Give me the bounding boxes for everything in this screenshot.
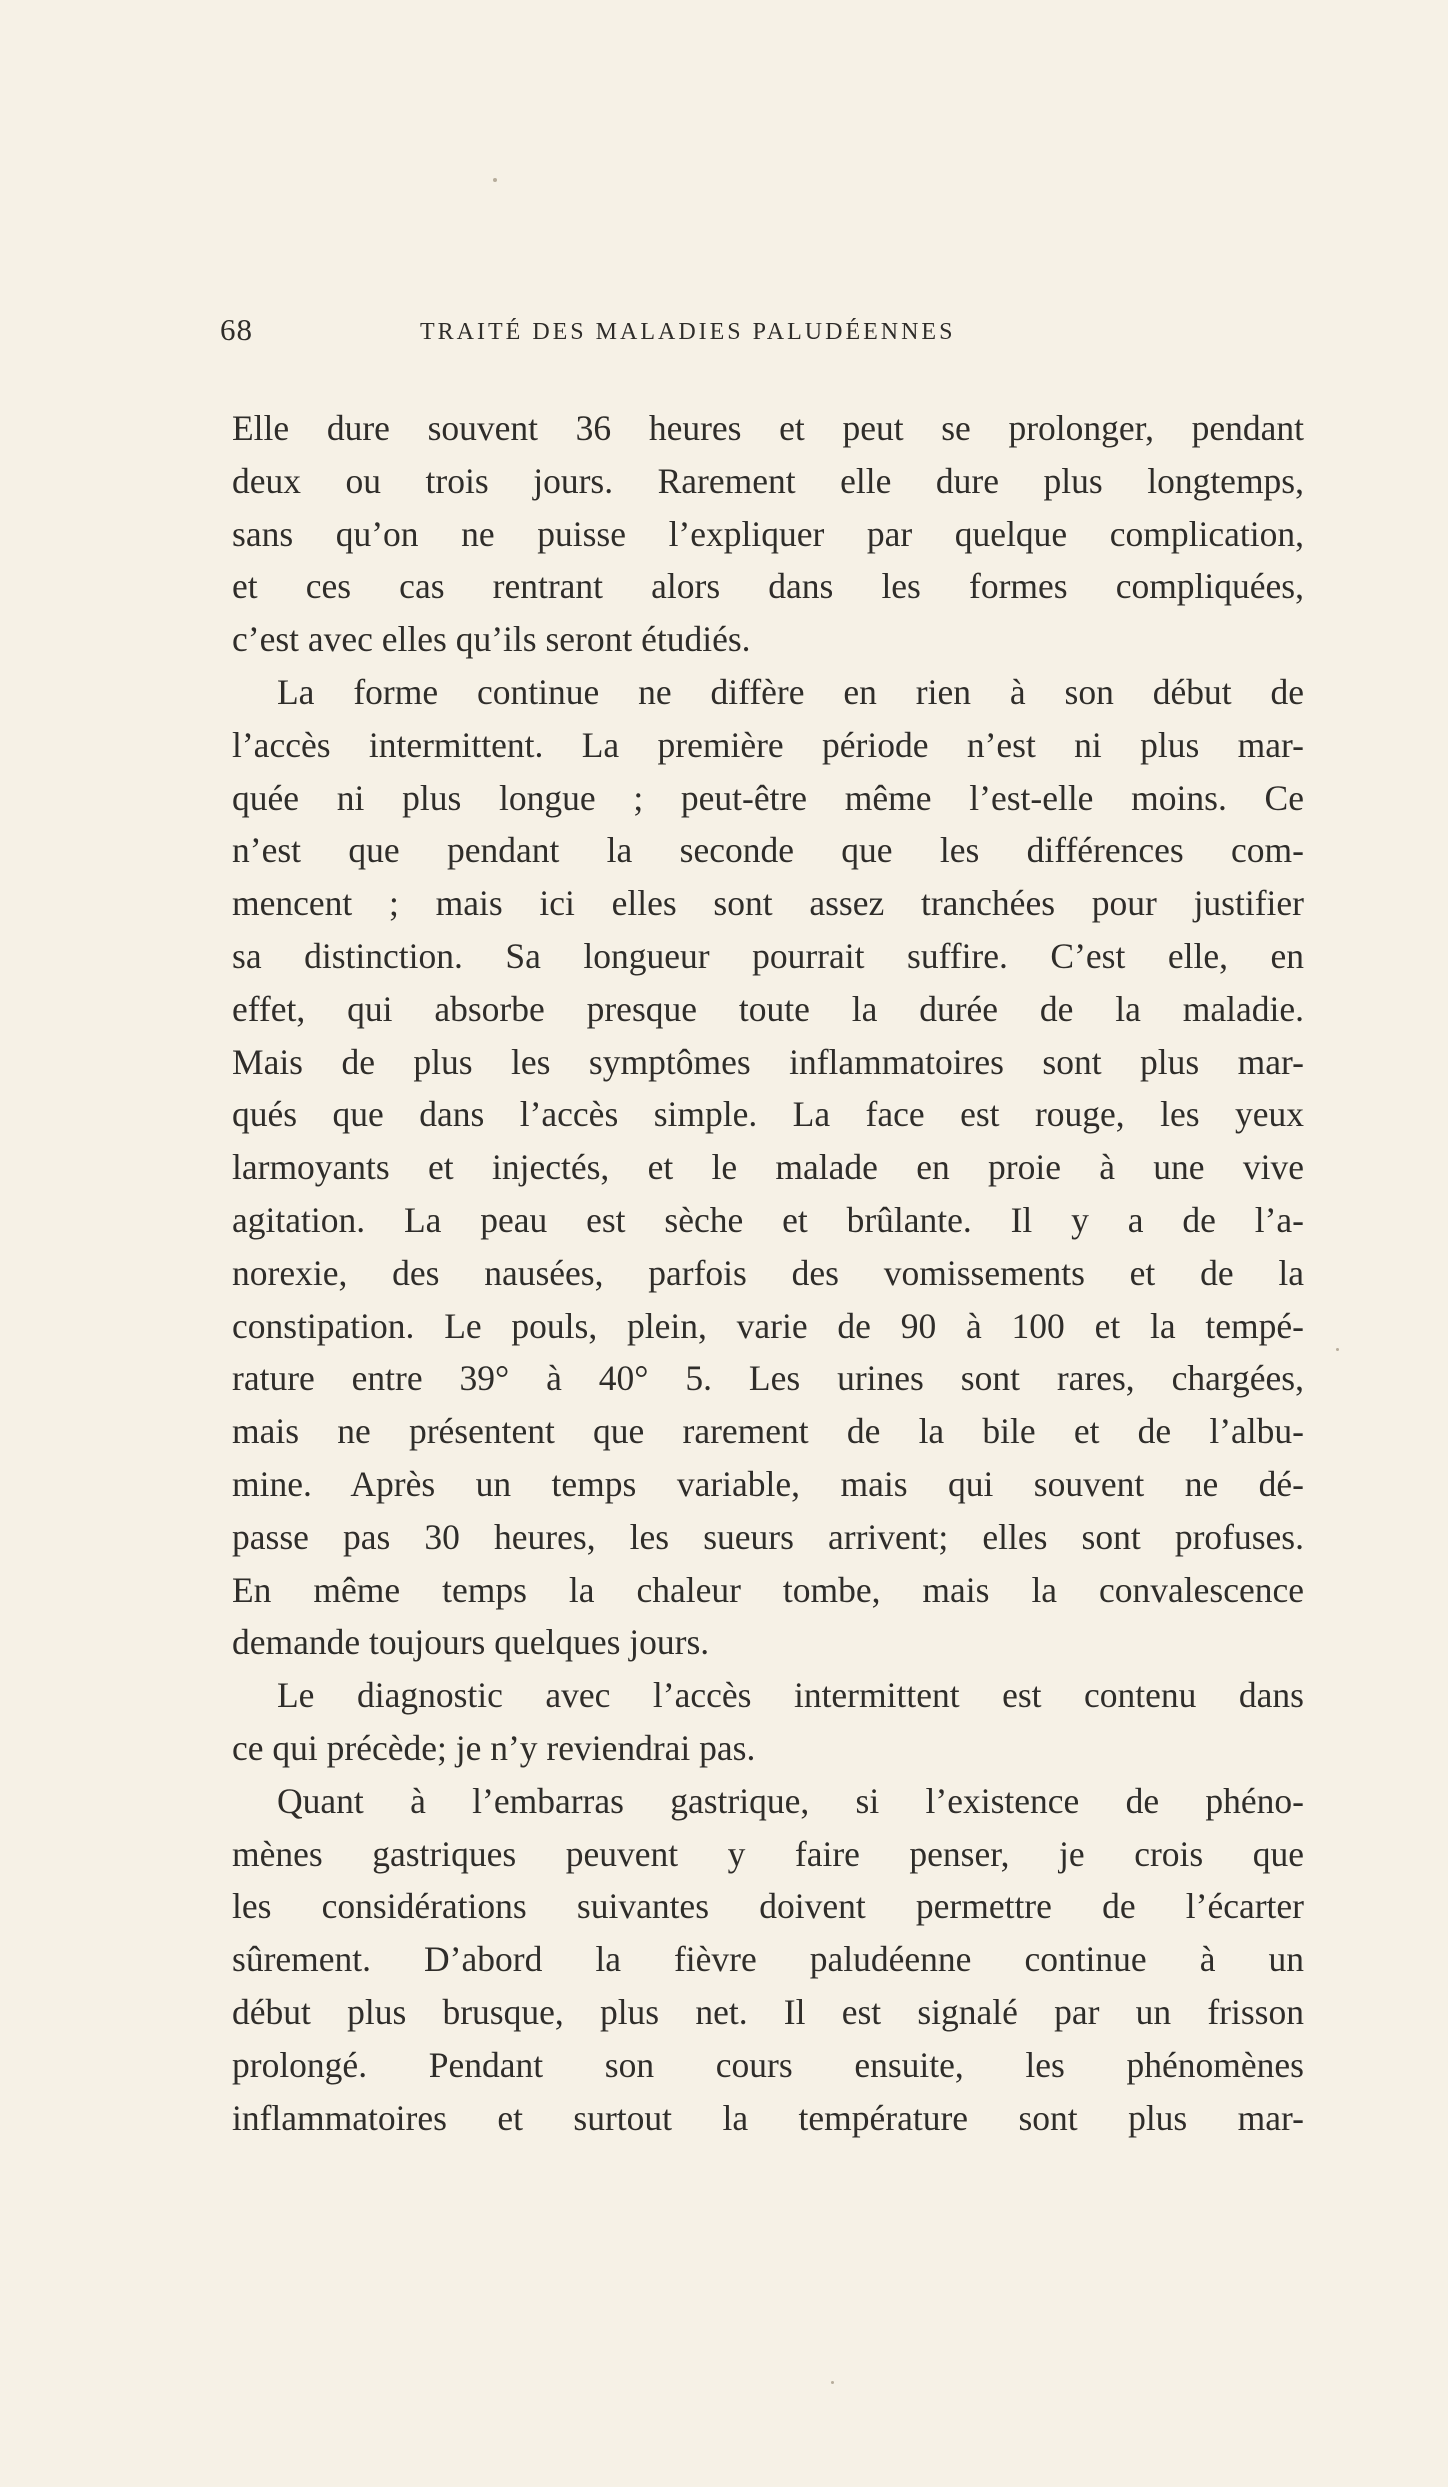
paper-speck bbox=[493, 178, 497, 182]
text-line: début plus brusque, plus net. Il est signalé par un frisson bbox=[232, 1991, 1304, 2032]
text-line: En même temps la chaleur tombe, mais la convalescence bbox=[232, 1569, 1304, 1610]
text-line: effet, qui absorbe presque toute la durée de la maladie. bbox=[232, 988, 1304, 1029]
text-line: sûrement. D’abord la fièvre paludéenne continue à un bbox=[232, 1939, 1304, 1980]
text-line: inflammatoires et surtout la température sont plus mar- bbox=[232, 2097, 1304, 2138]
text-line: constipation. Le pouls, plein, varie de 90 à 100 et la tempé- bbox=[232, 1305, 1304, 1346]
text-line: Le diagnostic avec l’accès intermittent est contenu dans bbox=[277, 1675, 1304, 1716]
text-line: larmoyants et injectés, et le malade en proie à une vive bbox=[232, 1147, 1304, 1188]
page-number: 68 bbox=[220, 312, 253, 347]
text-line: demande toujours quelques jours. bbox=[232, 1622, 710, 1663]
text-line: Mais de plus les symptômes inflammatoires sont plus mar- bbox=[232, 1041, 1304, 1082]
text-line: qués que dans l’accès simple. La face est rouge, les yeux bbox=[232, 1094, 1304, 1135]
text-line: les considérations suivantes doivent permettre de l’écarter bbox=[232, 1886, 1304, 1927]
text-line: norexie, des nausées, parfois des vomissements et de la bbox=[232, 1252, 1304, 1293]
text-line: passe pas 30 heures, les sueurs arrivent; elles sont profuses. bbox=[232, 1516, 1304, 1557]
text-line: l’accès intermittent. La première période n’est ni plus mar- bbox=[232, 724, 1304, 765]
text-line: mènes gastriques peuvent y faire penser, je crois que bbox=[232, 1833, 1304, 1874]
text-line: n’est que pendant la seconde que les différences com- bbox=[232, 830, 1304, 871]
text-line: prolongé. Pendant son cours ensuite, les phénomènes bbox=[232, 2044, 1304, 2085]
text-line: mais ne présentent que rarement de la bile et de l’albu- bbox=[232, 1411, 1304, 1452]
text-line: Quant à l’embarras gastrique, si l’existence de phéno- bbox=[277, 1780, 1304, 1821]
text-line: agitation. La peau est sèche et brûlante. Il y a de l’a- bbox=[232, 1199, 1304, 1240]
text-line: Elle dure souvent 36 heures et peut se prolonger, pendant bbox=[232, 408, 1304, 448]
text-line: deux ou trois jours. Rarement elle dure plus longtemps, bbox=[232, 460, 1304, 501]
text-line: et ces cas rentrant alors dans les formes compliquées, bbox=[232, 566, 1304, 607]
text-line: c’est avec elles qu’ils seront étudiés. bbox=[232, 619, 751, 660]
paper-speck bbox=[831, 2381, 834, 2384]
text-line: quée ni plus longue ; peut-être même l’est-elle moins. Ce bbox=[232, 777, 1304, 818]
text-line: mencent ; mais ici elles sont assez tranchées pour justifier bbox=[232, 883, 1304, 924]
text-line: rature entre 39° à 40° 5. Les urines sont rares, chargées, bbox=[232, 1358, 1304, 1399]
paper-speck bbox=[1336, 1348, 1339, 1351]
running-title: TRAITÉ DES MALADIES PALUDÉENNES bbox=[420, 319, 956, 345]
text-line: ce qui précède; je n’y reviendrai pas. bbox=[232, 1727, 756, 1768]
text-line: mine. Après un temps variable, mais qui souvent ne dé- bbox=[232, 1463, 1304, 1504]
body-text bbox=[232, 402, 1304, 2144]
text-line: sa distinction. Sa longueur pourrait suffire. C’est elle, en bbox=[232, 935, 1304, 976]
text-line: La forme continue ne diffère en rien à son début de bbox=[277, 671, 1304, 712]
text-line: sans qu’on ne puisse l’expliquer par quelque complication, bbox=[232, 513, 1304, 554]
page-header bbox=[220, 312, 1300, 362]
